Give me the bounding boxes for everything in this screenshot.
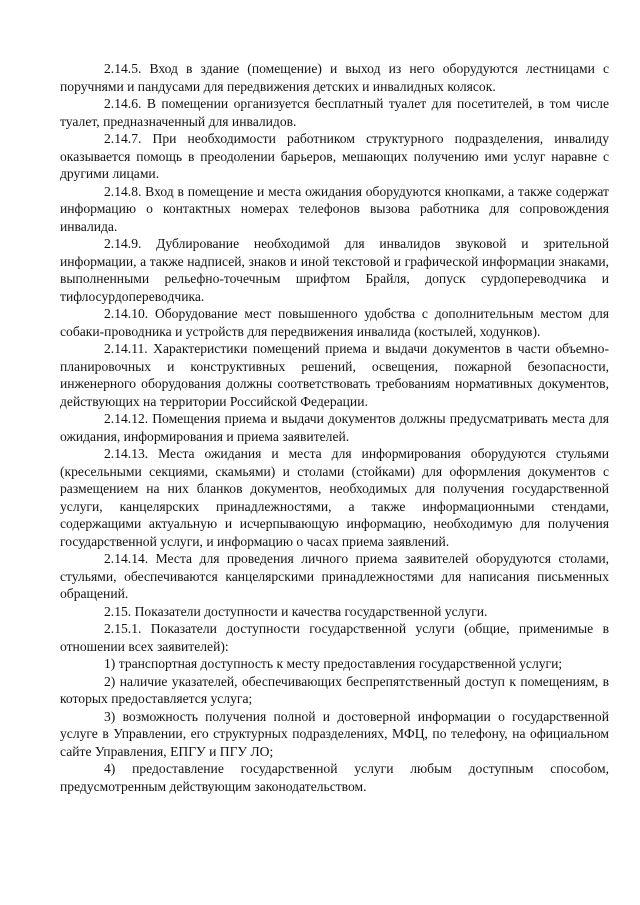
list-item-1: 1) транспортная доступность к месту предоставления государственной услуги; bbox=[104, 656, 563, 671]
paragraph-2-14-9: 2.14.9. Дублирование необходимой для инвалидов звуковой и зрительной информации, а также надписей, знаков и иной текстовой и графической информации знаками, выполненными рельефно-точечным шрифтом Брайля, допуск сурдопереводчика и тифлосурдопереводчика. bbox=[60, 236, 609, 304]
paragraph-2-14-7: 2.14.7. При необходимости работником структурного подразделения, инвалиду оказывается помощь в преодолении барьеров, мешающих получению ими услуг наравне с другими лицами. bbox=[60, 131, 609, 181]
list-item-2: 2) наличие указателей, обеспечивающих беспрепятственный доступ к помещениям, в которых предоставляется услуга; bbox=[60, 673, 609, 706]
paragraph-2-14-8: 2.14.8. Вход в помещение и места ожидания оборудуются кнопками, а также содержат информацию о контактных номерах телефонов вызова работника для сопровождения инвалида. bbox=[60, 183, 609, 234]
paragraph-2-15: 2.15. Показатели доступности и качества государственной услуги. bbox=[104, 603, 488, 619]
document-page bbox=[60, 60, 609, 795]
paragraph-2-14-13: 2.14.13. Места ожидания и места для информирования оборудуются стульями (кресельными секциями, скамьями) и столами (стойками) для оформления документов с размещением на них бланков документов, необходимых для получения государственной услуги, канцелярских принадлежностями, а также информационными стендами, содержащими актуальную и исчерпывающую информацию, необходимую для получения государственной услуги, и информацию о часах приема заявлений. bbox=[60, 446, 609, 549]
list-item-4: 4) предоставление государственной услуги любым доступным способом, предусмотренным действующим законодательством. bbox=[60, 761, 609, 794]
paragraph-2-14-12: 2.14.12. Помещения приема и выдачи документов должны предусматривать места для ожидания, информирования и приема заявителей. bbox=[60, 411, 609, 444]
paragraph-2-14-6: 2.14.6. В помещении организуется бесплатный туалет для посетителей, в том числе туалет, предназначенный для инвалидов. bbox=[60, 96, 609, 129]
list-item-3: 3) возможность получения полной и достоверной информации о государственной услуге в Управлении, его структурных подразделениях, МФЦ, по телефону, на официальном сайте Управления, ЕПГУ и ПГУ ЛО; bbox=[60, 708, 609, 759]
paragraph-2-14-14: 2.14.14. Места для проведения личного приема заявителей оборудуются столами, стульями, обеспечиваются канцелярскими принадлежностями для написания письменных обращений. bbox=[60, 551, 609, 601]
paragraph-2-14-5: 2.14.5. Вход в здание (помещение) и выход из него оборудуются лестницами с поручнями и пандусами для передвижения детских и инвалидных колясок. bbox=[60, 61, 609, 94]
paragraph-2-14-10: 2.14.10. Оборудование мест повышенного удобства с дополнительным местом для собаки-проводника и устройств для передвижения инвалида (костылей, ходунков). bbox=[60, 306, 609, 339]
paragraph-2-15-1: 2.15.1. Показатели доступности государственной услуги (общие, применимые в отношении всех заявителей): bbox=[60, 621, 609, 654]
paragraph-2-14-11: 2.14.11. Характеристики помещений приема и выдачи документов в части объемно-планировочных и конструктивных решений, освещения, пожарной безопасности, инженерного оборудования должны соответствовать требованиям нормативных документов, действующих на территории Российской Федерации. bbox=[60, 341, 609, 409]
